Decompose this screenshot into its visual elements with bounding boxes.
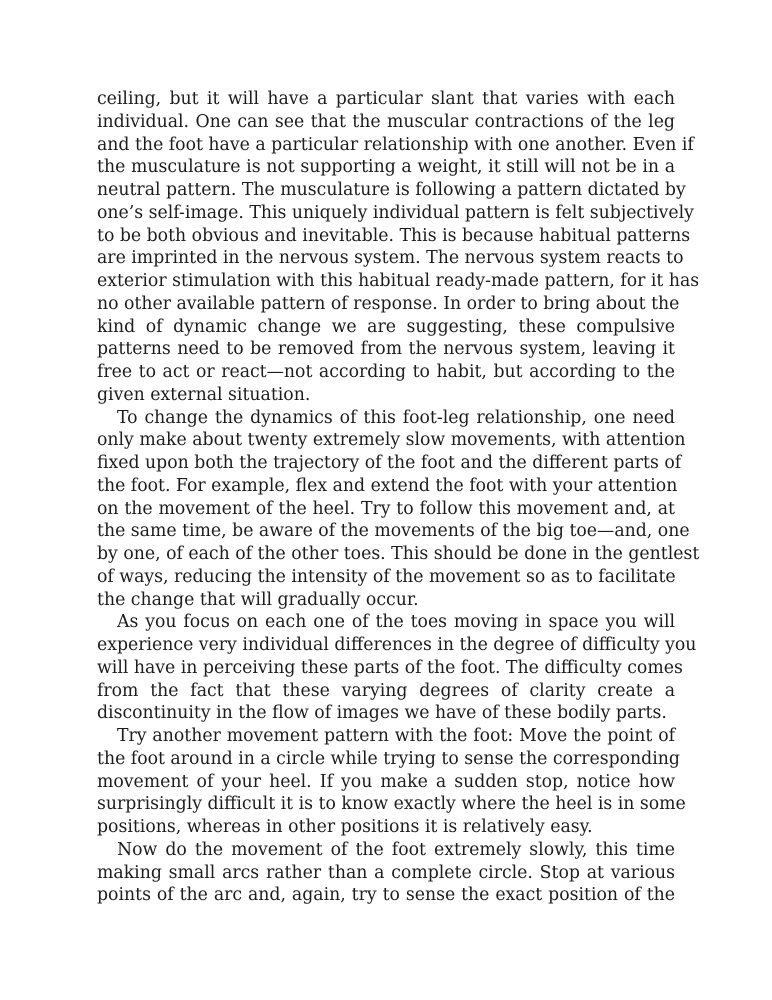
text-line: discontinuity in the flow of images we have of these bodily parts.: [97, 703, 667, 724]
text-line: points of the arc and, again, try to sense the exact position of the: [97, 885, 675, 906]
text-line: Now do the movement of the foot extremely slowly, this time: [117, 839, 675, 860]
text-line: patterns need to be removed from the nervous system, leaving it: [97, 339, 675, 360]
text-line: are imprinted in the nervous system. The nervous system reacts to: [97, 248, 684, 269]
book-page-body: [97, 88, 700, 907]
text-line: Try another movement pattern with the foot: Move the point of: [117, 726, 675, 746]
paragraph: [97, 88, 700, 407]
paragraph: [97, 611, 697, 725]
text-line: of ways, reducing the intensity of the movement so as to facilitate: [97, 566, 676, 587]
text-line: positions, whereas in other positions it is relatively easy.: [97, 817, 593, 837]
text-line: As you focus on each one of the toes moving in space you will: [117, 612, 675, 633]
text-line: the foot around in a circle while trying to sense the corresponding: [97, 748, 680, 769]
text-line: experience very individual differences in the degree of difficulty you: [97, 635, 697, 655]
text-line: neutral pattern. The musculature is following a pattern dictated by: [97, 180, 686, 200]
text-line: no other available pattern of response. In order to bring about the: [97, 293, 680, 314]
text-line: kind of dynamic change we are suggesting, these compulsive: [97, 316, 675, 337]
text-line: to be both obvious and inevitable. This is because habitual patterns: [97, 225, 691, 246]
text-line: fixed upon both the trajectory of the foot and the different parts of: [97, 453, 682, 473]
text-line: free to act or react—not according to habit, but according to the: [97, 362, 675, 382]
text-line: only make about twenty extremely slow movements, with attention: [97, 430, 686, 451]
text-line: surprisingly difficult it is to know exactly where the heel is in some: [97, 794, 686, 815]
paragraph: [97, 407, 700, 612]
text-line: the same time, be aware of the movements of the big toe—and, one: [97, 521, 690, 542]
text-line: given external situation.: [97, 384, 311, 405]
text-line: on the movement of the heel. Try to follow this movement and, at: [97, 498, 675, 519]
text-line: exterior stimulation with this habitual ready-made pattern, for it has: [97, 271, 700, 291]
text-line: the foot. For example, flex and extend the foot with your attention: [97, 475, 678, 496]
text-line: movement of your heel. If you make a sudden stop, notice how: [97, 771, 675, 792]
text-line: by one, of each of the other toes. This should be done in the gentlest: [97, 544, 700, 564]
text-line: To change the dynamics of this foot-leg relationship, one need: [117, 407, 675, 428]
text-line: the change that will gradually occur.: [97, 589, 419, 610]
text-line: the musculature is not supporting a weight, it still will not be in a: [97, 157, 675, 178]
text-line: ceiling, but it will have a particular slant that varies with each: [97, 89, 675, 109]
paragraph: [97, 725, 686, 839]
text-line: will have in perceiving these parts of the foot. The difficulty comes: [97, 657, 683, 678]
text-line: individual. One can see that the muscular contractions of the leg: [97, 111, 675, 132]
text-line: one’s self-image. This uniquely individual pattern is felt subjectively: [97, 202, 694, 223]
text-line: and the foot have a particular relationship with one another. Even if: [97, 134, 694, 155]
text-line: from the fact that these varying degrees of clarity create a: [97, 680, 675, 701]
paragraph: [97, 839, 675, 907]
text-line: making small arcs rather than a complete circle. Stop at various: [97, 862, 675, 883]
